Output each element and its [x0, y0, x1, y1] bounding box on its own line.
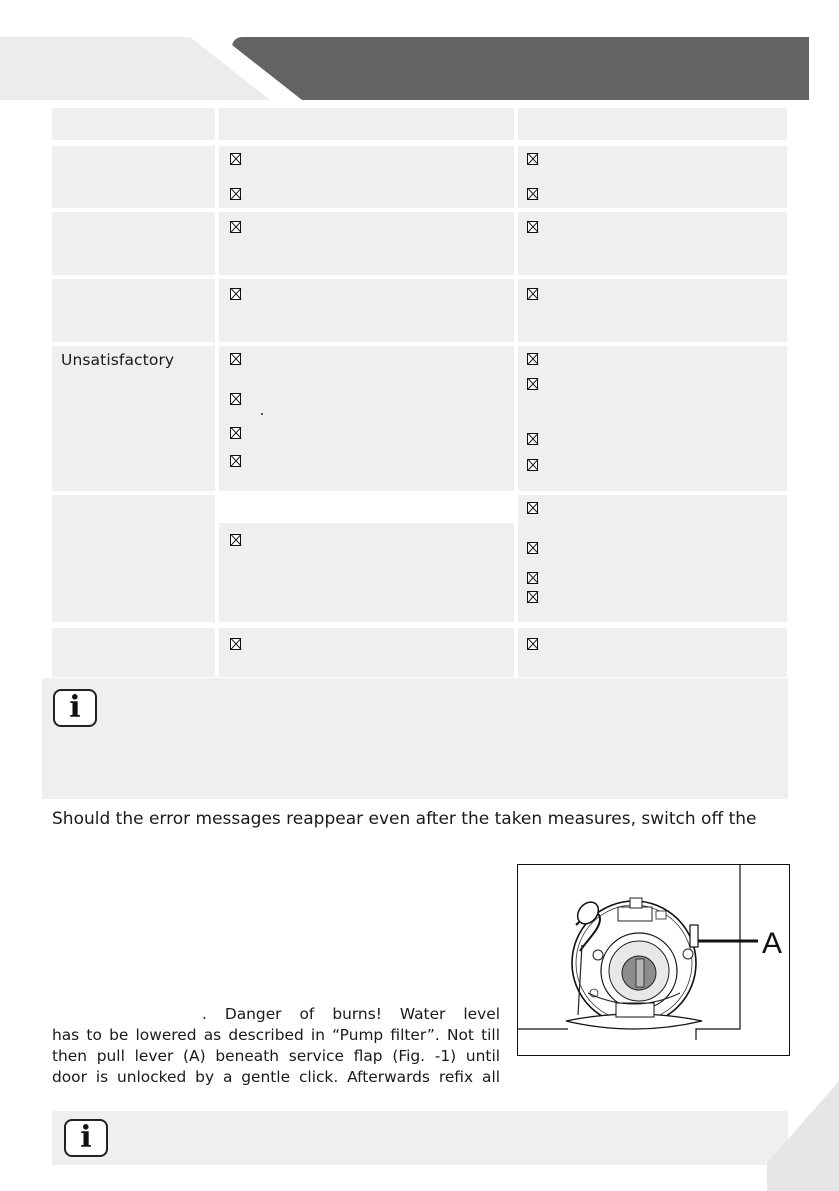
table-row	[52, 146, 787, 208]
checkbox-icon	[527, 221, 538, 233]
row-label-cell	[52, 146, 215, 208]
checkbox-icon	[230, 221, 241, 233]
row-label-cell	[52, 279, 215, 342]
table-row	[52, 628, 787, 677]
header-title-bar	[232, 37, 809, 100]
row-label: Unsatisfactory	[61, 351, 175, 369]
solution-cell	[518, 628, 787, 677]
cause-cell	[219, 523, 514, 622]
checkbox-icon	[527, 153, 538, 165]
checkbox-icon	[230, 153, 241, 165]
paragraph-line: . Danger of burns! Water level	[202, 1005, 500, 1023]
info-icon	[53, 689, 97, 727]
info-note-box-bottom	[52, 1111, 788, 1165]
solution-cell	[518, 279, 787, 342]
paragraph-line: then pull lever (A) beneath service flap (Fig. -1) until	[52, 1047, 500, 1065]
door-unlock-paragraph	[52, 1004, 500, 1088]
cause-cell	[219, 279, 514, 342]
info-glyph: i	[80, 1120, 92, 1155]
cause-cell	[219, 212, 514, 275]
cause-cell	[219, 346, 514, 491]
text-fragment	[261, 413, 263, 415]
table-row	[52, 495, 787, 622]
checkbox-icon	[230, 188, 241, 200]
row-label-cell	[52, 628, 215, 677]
table-row	[52, 279, 787, 342]
header-cell-cause	[219, 108, 514, 140]
checkbox-icon	[230, 455, 241, 467]
row-label-cell	[52, 346, 215, 491]
info-note-box	[42, 678, 788, 799]
checkbox-icon	[527, 353, 538, 365]
checkbox-icon	[230, 288, 241, 300]
checkbox-icon	[230, 427, 241, 439]
checkbox-icon	[527, 378, 538, 390]
table-row	[52, 212, 787, 275]
paragraph-line: door is unlocked by a gentle click. Afterwards refix all	[52, 1068, 500, 1086]
checkbox-icon	[527, 188, 538, 200]
info-icon	[64, 1119, 108, 1157]
info-glyph: i	[69, 690, 81, 725]
error-reappear-text: Should the error messages reappear even after the taken measures, switch off the	[52, 809, 757, 829]
callout-label-a: A	[762, 927, 783, 960]
cause-cell	[219, 628, 514, 677]
checkbox-icon	[527, 459, 538, 471]
service-flap-illustration	[518, 865, 789, 1055]
checkbox-icon	[230, 353, 241, 365]
solution-cell	[518, 346, 787, 491]
service-flap-figure	[517, 864, 790, 1056]
solution-cell	[518, 146, 787, 208]
header-cell-problem	[52, 108, 215, 140]
checkbox-icon	[527, 591, 538, 603]
checkbox-icon	[527, 502, 538, 514]
header-cell-solution	[518, 108, 787, 140]
checkbox-icon	[230, 638, 241, 650]
solution-cell	[518, 212, 787, 275]
checkbox-icon	[230, 534, 241, 546]
row-label-cell	[52, 212, 215, 275]
table-row	[52, 346, 787, 491]
cause-cell	[219, 146, 514, 208]
table-header-row	[52, 108, 787, 140]
solution-cell	[518, 495, 787, 622]
checkbox-icon	[527, 433, 538, 445]
checkbox-icon	[527, 572, 538, 584]
checkbox-icon	[527, 638, 538, 650]
checkbox-icon	[527, 542, 538, 554]
row-label-cell	[52, 495, 215, 622]
checkbox-icon	[230, 393, 241, 405]
checkbox-icon	[527, 288, 538, 300]
paragraph-line: has to be lowered as described in “Pump filter”. Not till	[52, 1026, 500, 1044]
